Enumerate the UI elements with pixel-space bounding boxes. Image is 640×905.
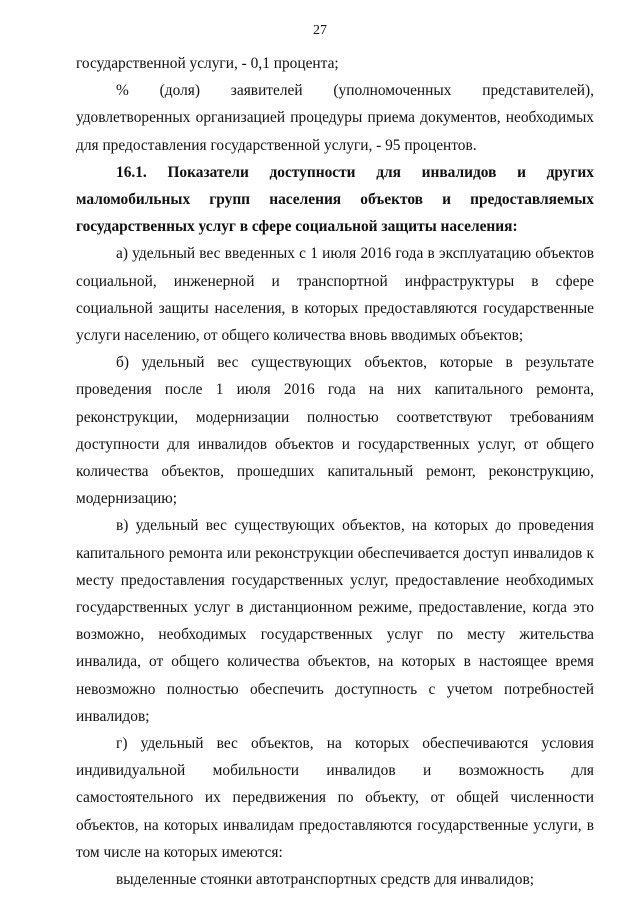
list-item-v: в) удельный вес существующих объектов, на которых до проведения капитального ремонта или реконструкции обеспечивается доступ инвалидов к месту предоставления государственных услуг, предоставление необходимых государственных услуг в дистанционном режиме, предоставление, когда это возможно, необходимых государственных услуг по месту жительства инвалида, от общего количества объектов, на которых в настоящее время невозможно полностью обеспечить доступность с учетом потребностей инвалидов; [76, 517, 594, 725]
list-subitem-parking: выделенные стоянки автотранспортных средств для инвалидов; [116, 871, 534, 889]
page-number: 27 [313, 23, 327, 38]
list-item-a: а) удельный вес введенных с 1 июля 2016 года в эксплуатацию объектов социальной, инженерной и транспортной инфраструктуры в сфере социальной защиты населения, в которых предоставляются государственные услуги населению, от общего количества вновь вводимых объектов; [76, 245, 594, 345]
paragraph-service-percent: государственной услуги, - 0,1 процента; [76, 55, 339, 72]
list-item-g: г) удельный вес объектов, на которых обеспечиваются условия индивидуальной мобильности инвалидов и возможность для самостоятельного их передвижения по объекту, от общей численности объектов, на которых инвалидам предоставляются государственные услуги, в том числе на которых имеются: [76, 735, 594, 861]
paragraph-applicants-share: % (доля) заявителей (уполномоченных представителей), удовлетворенных организацией процедуры приема документов, необходимых для предоставления государственной услуги, - 95 процентов. [76, 82, 594, 154]
document-body [76, 50, 594, 893]
list-item-b: б) удельный вес существующих объектов, которые в результате проведения после 1 июля 2016 года на них капитального ремонта, реконструкции, модернизации полностью соответствуют требованиям доступности для инвалидов объектов и государственных услуг, от общего количества объектов, прошедших капитальный ремонт, реконструкцию, модернизацию; [76, 354, 594, 508]
section-heading-accessibility: 16.1. Показатели доступности для инвалидов и других маломобильных групп населения объектов и предоставляемых государственных услуг в сфере социальной защиты населения: [76, 163, 594, 236]
